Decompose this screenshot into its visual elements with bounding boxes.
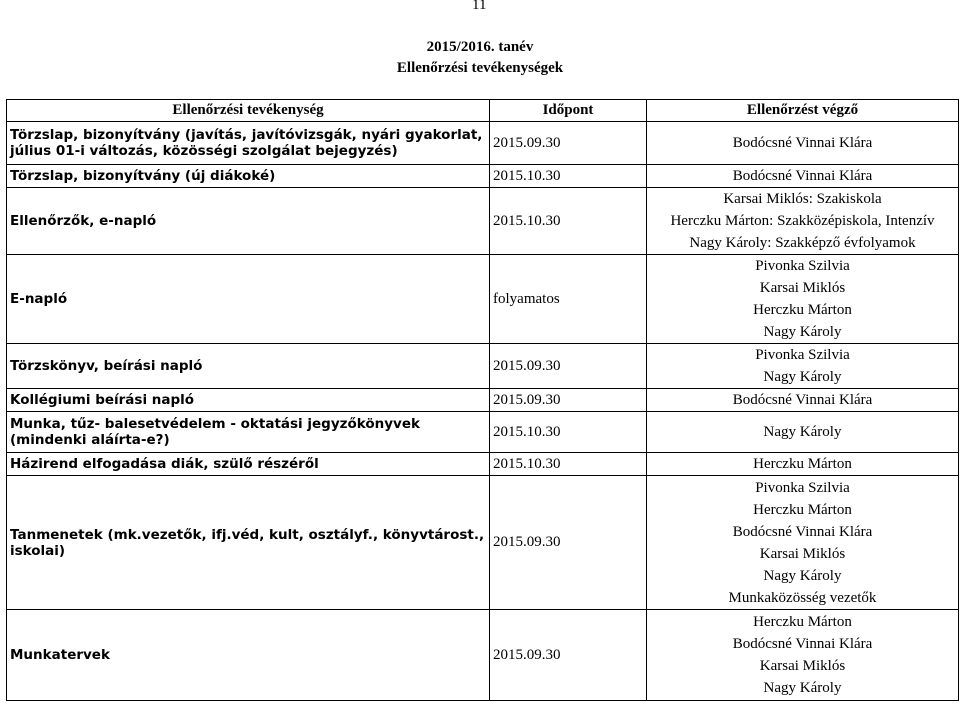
inspector-name: Nagy Károly [763, 369, 842, 385]
inspector-name: Munkaközösség vezetők [728, 589, 877, 606]
inspector-name: Herczku Márton [753, 302, 852, 318]
document-subtitle: Ellenőrzési tevékenységek [396, 60, 564, 76]
inspector-cell [647, 165, 959, 188]
activity-cell: Törzslap, bizonyítvány (új diákoké) [7, 165, 490, 188]
date-cell: 2015.09.30 [490, 389, 647, 412]
inspector-name: Nagy Károly [763, 424, 842, 440]
inspector-name: Nagy Károly: Szakképző évfolyamok [689, 235, 916, 251]
date-cell: 2015.09.30 [490, 476, 647, 610]
table-row [7, 188, 959, 255]
inspector-name: Bodócsné Vinnai Klára [732, 636, 873, 652]
table-row [7, 476, 959, 610]
inspector-name: Pivonka Szilvia [755, 258, 850, 274]
inspector-name: Bodócsné Vinnai Klára [732, 523, 873, 540]
inspector-name: Herczku Márton [753, 614, 852, 630]
inspector-cell [647, 344, 959, 389]
activity-cell: Törzslap, bizonyítvány (javítás, javítóvizsgák, nyári gyakorlat, július 01-i változás, közösségi szolgálat bejegyzés) [7, 122, 490, 165]
inspector-cell [647, 122, 959, 165]
table-row [7, 344, 959, 389]
inspector-name: Bodócsné Vinnai Klára [732, 392, 873, 408]
date-cell: 2015.09.30 [490, 610, 647, 701]
activity-cell: Házirend elfogadása diák, szülő részéről [7, 453, 490, 476]
page-number: 11 [472, 0, 487, 13]
inspector-name: Bodócsné Vinnai Klára [732, 168, 873, 184]
inspector-cell [647, 453, 959, 476]
header-date: Időpont [490, 100, 647, 122]
date-cell: 2015.09.30 [490, 122, 647, 165]
table-row [7, 165, 959, 188]
table-row [7, 255, 959, 344]
inspector-name: Karsai Miklós [759, 280, 846, 296]
inspector-cell [647, 255, 959, 344]
table-row [7, 453, 959, 476]
header-activity: Ellenőrzési tevékenység [7, 100, 490, 122]
header-inspector: Ellenőrzést végző [647, 100, 959, 122]
inspector-name: Bodócsné Vinnai Klára [732, 135, 873, 151]
inspector-cell [647, 610, 959, 701]
table-row [7, 610, 959, 701]
inspector-name: Pivonka Szilvia [755, 347, 850, 363]
inspector-name: Nagy Károly [763, 680, 842, 696]
inspector-name: Karsai Miklós: Szakiskola [723, 191, 882, 207]
inspector-cell [647, 389, 959, 412]
activity-cell: Ellenőrzők, e-napló [7, 188, 490, 255]
inspection-table [6, 99, 959, 701]
document-title: 2015/2016. tanév [426, 39, 534, 55]
inspector-name: Karsai Miklós [759, 658, 846, 674]
inspector-name: Nagy Károly [763, 324, 842, 340]
inspector-cell [647, 188, 959, 255]
inspector-name: Nagy Károly [763, 567, 842, 584]
inspector-name: Herczku Márton [753, 456, 852, 472]
activity-cell: Törzskönyv, beírási napló [7, 344, 490, 389]
table-row [7, 412, 959, 453]
activity-cell: Tanmenetek (mk.vezetők, ifj.véd, kult, osztályf., könyvtárost., iskolai) [7, 476, 490, 610]
date-cell: 2015.09.30 [490, 344, 647, 389]
inspector-name: Herczku Márton [753, 501, 852, 518]
date-cell: 2015.10.30 [490, 412, 647, 453]
inspector-cell [647, 476, 959, 610]
activity-cell: E-napló [7, 255, 490, 344]
inspector-name: Karsai Miklós [759, 545, 846, 562]
table-row [7, 122, 959, 165]
inspector-name: Herczku Márton: Szakközépiskola, Intenzív [670, 213, 935, 229]
date-cell: 2015.10.30 [490, 453, 647, 476]
activity-cell: Munka, tűz- balesetvédelem - oktatási jegyzőkönyvek (mindenki aláírta-e?) [7, 412, 490, 453]
date-cell: folyamatos [490, 255, 647, 344]
inspector-cell [647, 412, 959, 453]
table-row [7, 389, 959, 412]
date-cell: 2015.10.30 [490, 188, 647, 255]
date-cell: 2015.10.30 [490, 165, 647, 188]
activity-cell: Kollégiumi beírási napló [7, 389, 490, 412]
table-header-row [7, 100, 959, 122]
activity-cell: Munkatervek [7, 610, 490, 701]
inspector-name: Pivonka Szilvia [755, 479, 850, 496]
